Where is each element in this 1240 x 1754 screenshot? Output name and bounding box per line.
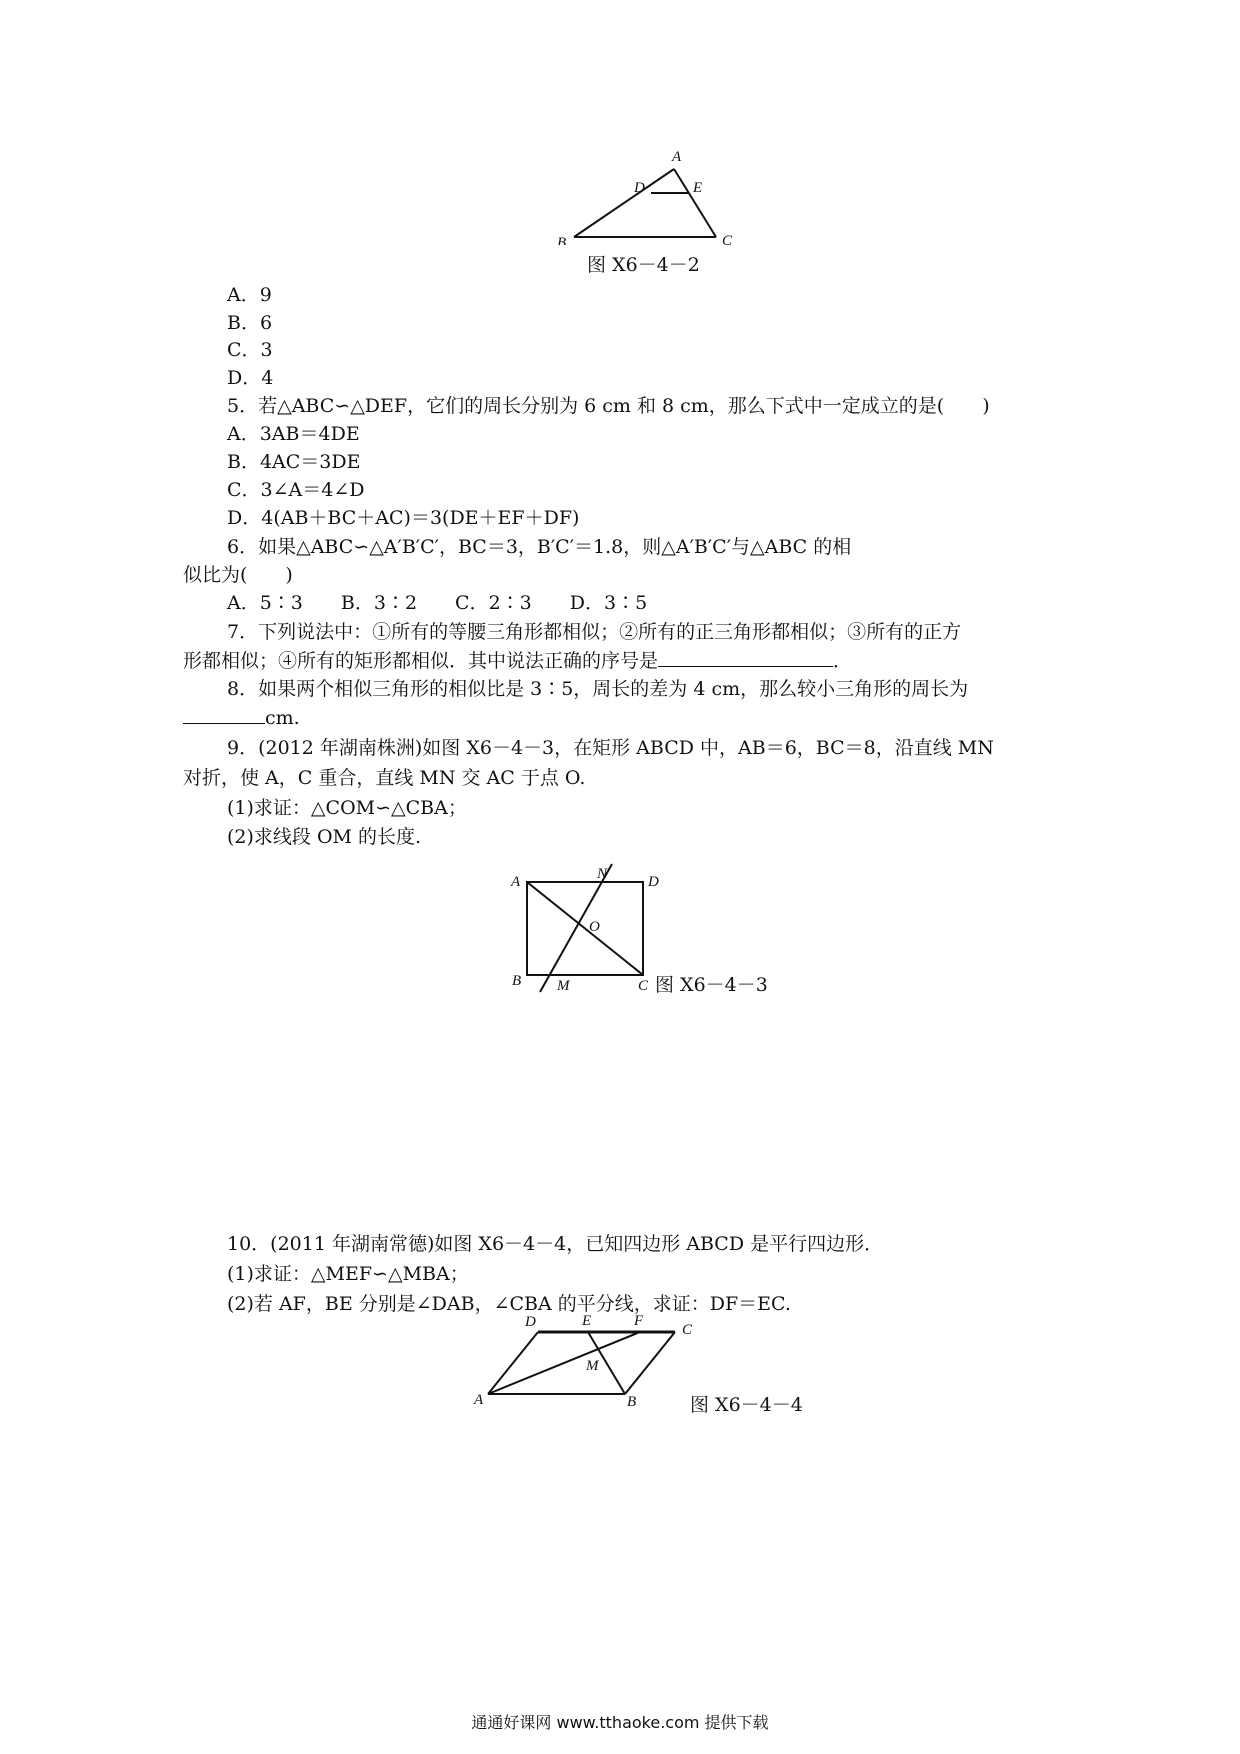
option-b: B．4AC＝3DE <box>227 451 361 473</box>
question-8-line2 <box>183 705 300 730</box>
label-d: D <box>634 180 645 196</box>
question-6-line2: 似比为( ) <box>183 564 293 586</box>
question-9-part2: (2)求线段 OM 的长度. <box>227 826 422 848</box>
figure-x6-4-3 <box>505 860 675 999</box>
figure-caption: 图 X6－4－2 <box>587 254 700 276</box>
label-f: F <box>634 1313 644 1329</box>
label-d: D <box>525 1314 536 1330</box>
figure-x6-4-2 <box>550 145 740 249</box>
option-c: C．3∠A＝4∠D <box>227 479 365 501</box>
option-d: D．4 <box>227 367 274 389</box>
option-c: C．3 <box>227 339 273 361</box>
option-d: D．4(AB＋BC＋AC)＝3(DE＋EF＋DF) <box>227 507 580 529</box>
label-c: C <box>638 978 649 994</box>
question-7-line1: 7．下列说法中：①所有的等腰三角形都相似；②所有的正三角形都相似；③所有的正方 <box>227 621 962 643</box>
side-bc <box>625 1332 675 1394</box>
answer-blank <box>658 648 833 667</box>
question-9-line1: 9．(2012 年湖南株洲)如图 X6－4－3，在矩形 ABCD 中，AB＝6，BC＝8，沿直线 MN <box>227 737 994 759</box>
question-6-options: A．5∶3 B．3∶2 C．2∶3 D．3∶5 <box>227 592 648 614</box>
label-d: D <box>648 874 659 890</box>
question-9-part1: (1)求证：△COM∽△CBA； <box>227 797 467 819</box>
question-5-stem: 5．若△ABC∽△DEF，它们的周长分别为 6 cm 和 8 cm，那么下式中一定成立的是( ) <box>227 395 990 417</box>
figure-caption: 图 X6－4－3 <box>655 974 768 996</box>
figure-caption: 图 X6－4－4 <box>690 1394 803 1416</box>
label-e: E <box>582 1313 592 1329</box>
question-7-line2 <box>183 648 852 673</box>
label-m: M <box>586 1358 599 1374</box>
label-o: O <box>589 919 600 935</box>
label-b: B <box>627 1394 637 1407</box>
question-7-end: ． <box>833 650 853 672</box>
question-10-part1: (1)求证：△MEF∽△MBA； <box>227 1263 469 1285</box>
line-mn <box>540 864 612 992</box>
option-a: A．9 <box>227 284 272 306</box>
parallelogram-diagram <box>470 1312 710 1407</box>
question-9-line2: 对折，使 A，C 重合，直线 MN 交 AC 于点 O. <box>183 767 586 789</box>
question-10-part2: (2)若 AF，BE 分别是∠DAB，∠CBA 的平分线，求证：DF＝EC. <box>227 1293 791 1315</box>
label-m: M <box>557 978 570 994</box>
page-footer: 通通好课网 www.tthaoke.com 提供下载 <box>471 1713 769 1732</box>
side-ab <box>574 169 674 237</box>
figure-x6-4-4 <box>470 1312 710 1411</box>
question-7-text: 形都相似；④所有的矩形都相似．其中说法正确的序号是 <box>183 650 659 672</box>
rectangle-diagram <box>505 860 675 995</box>
option-a: A．3AB＝4DE <box>227 423 360 445</box>
label-b: B <box>512 973 522 989</box>
triangle-diagram <box>550 145 740 245</box>
label-n: N <box>597 866 608 882</box>
diagonal-ac <box>527 882 643 975</box>
option-b: B．6 <box>227 312 273 334</box>
label-c: C <box>722 233 733 245</box>
question-8-unit: cm. <box>265 707 300 729</box>
question-6-line1: 6．如果△ABC∽△A′B′C′，BC＝3，B′C′＝1.8，则△A′B′C′与△ABC 的相 <box>227 536 852 558</box>
label-a: A <box>511 874 521 890</box>
label-b: B <box>557 235 567 245</box>
segment-af <box>488 1332 640 1394</box>
question-8-line1: 8．如果两个相似三角形的相似比是 3∶5，周长的差为 4 cm，那么较小三角形的周长为 <box>227 678 969 700</box>
label-e: E <box>693 180 703 196</box>
label-a: A <box>474 1392 484 1407</box>
question-10-line1: 10．(2011 年湖南常德)如图 X6－4－4，已知四边形 ABCD 是平行四边形． <box>227 1233 884 1255</box>
label-c: C <box>682 1322 693 1338</box>
answer-blank <box>183 705 265 724</box>
label-a: A <box>672 149 682 165</box>
